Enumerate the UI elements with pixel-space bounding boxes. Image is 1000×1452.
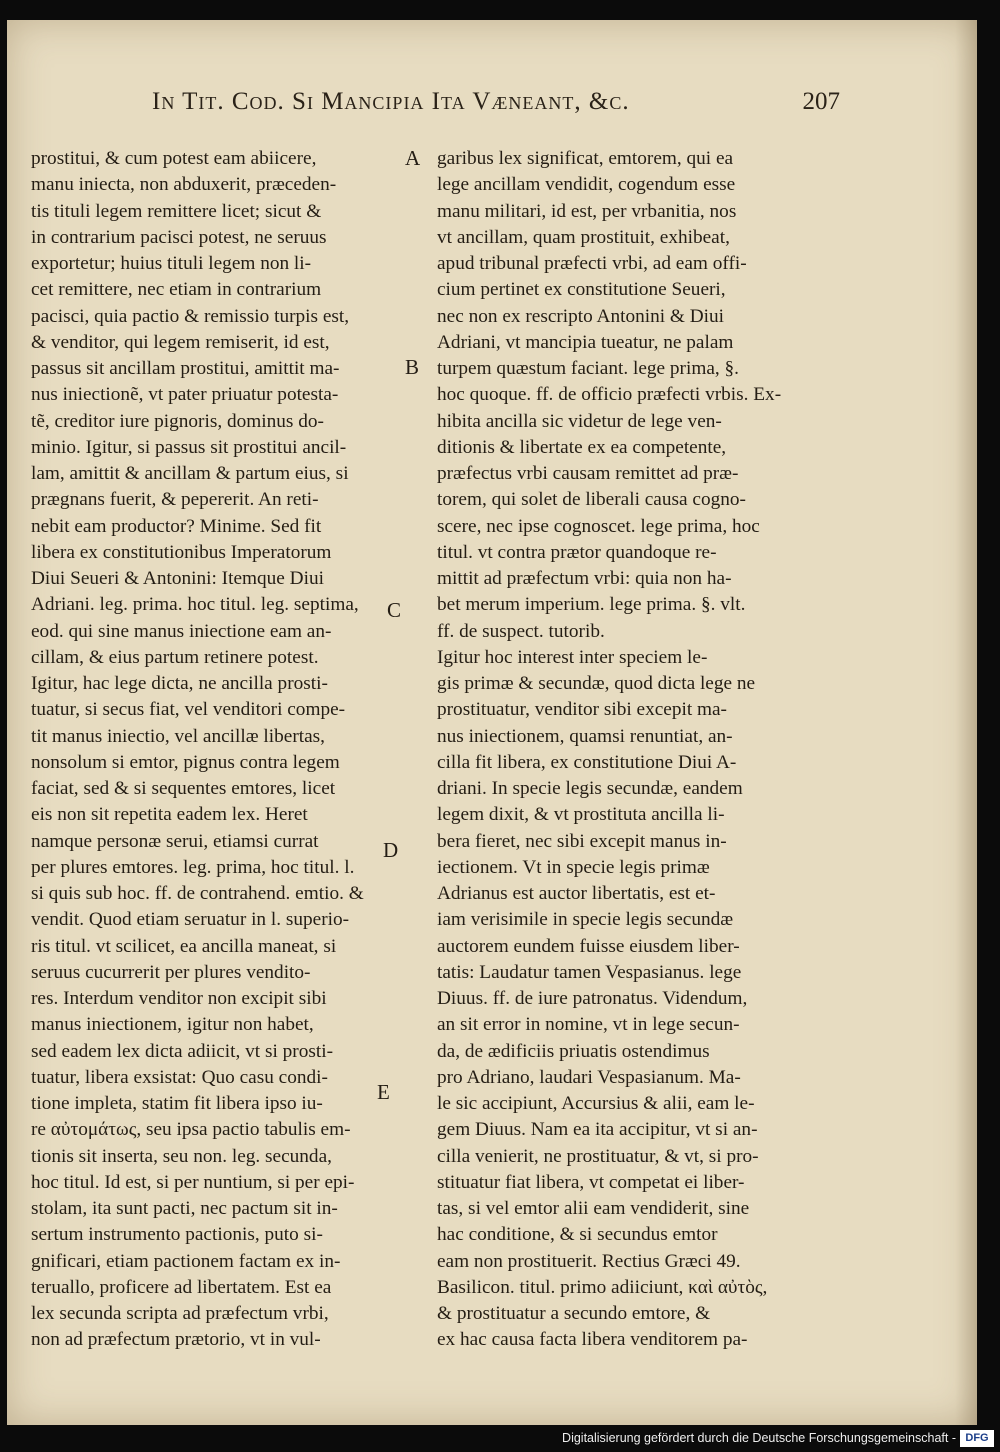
text-line: cet remittere, nec etiam in contrarium — [31, 279, 322, 301]
text-line: Adriani. leg. prima. hoc titul. leg. septima, — [31, 594, 359, 616]
text-line: nus iniectionẽ, vt pater priuatur potesta- — [31, 384, 339, 406]
text-line: nec non ex rescripto Antonini & Diui — [437, 305, 725, 327]
text-line: hac conditione, & si secundus emtor — [437, 1224, 718, 1246]
text-line: manus iniectionem, igitur non habet, — [31, 1014, 314, 1036]
text-line: sed eadem lex dicta adiicit, vt si prosti- — [31, 1040, 333, 1062]
text-line: stituatur fiat libera, vt competat ei liber- — [437, 1171, 745, 1193]
text-line: ff. de suspect. tutorib. — [437, 620, 605, 642]
text-line: cilla venierit, ne prostituatur, & vt, si pro- — [437, 1145, 759, 1167]
right-text-column — [437, 146, 797, 1354]
text-line: Igitur hoc interest inter speciem le- — [437, 646, 708, 668]
text-line: torem, qui solet de liberali causa cogno- — [437, 489, 746, 511]
text-line: le sic accipiunt, Accursius & alii, eam le- — [437, 1093, 755, 1114]
text-line: tione impleta, statim fit libera ipso iu- — [31, 1093, 323, 1114]
text-line: Igitur, hac lege dicta, ne ancilla prosti- — [31, 673, 328, 694]
text-line: Diuus. ff. de iure patronatus. Videndum, — [437, 988, 748, 1009]
text-line: an sit error in nomine, vt in lege secun- — [437, 1014, 740, 1036]
text-line: eam non prostituerit. Rectius Græci 49. — [437, 1250, 741, 1272]
book-page — [7, 20, 977, 1425]
text-line: præfectus vrbi causam remittet ad præ- — [437, 463, 739, 484]
dfg-logo: DFG — [960, 1430, 994, 1447]
text-line: Adriani, vt mancipia tueatur, ne palam — [437, 331, 734, 353]
text-line: da, de ædificiis priuatis ostendimus — [437, 1040, 710, 1062]
text-line: scere, nec ipse cognoscet. lege prima, hoc — [437, 515, 760, 537]
text-line: tas, si vel emtor alii eam vendiderit, sine — [437, 1198, 750, 1219]
text-line: in contrarium pacisci potest, ne seruus — [31, 226, 327, 248]
text-line: lege ancillam vendidit, cogendum esse — [437, 174, 736, 196]
text-line: eis non sit repetita eadem lex. Heret — [31, 804, 308, 826]
margin-letter-c: C — [387, 598, 402, 622]
text-line: hoc quoque. ff. de officio præfecti vrbis. Ex- — [437, 384, 782, 406]
text-line: auctorem eundem fuisse eiusdem liber- — [437, 935, 740, 957]
text-line: manu militari, id est, per vrbanitia, nos — [437, 200, 737, 222]
text-line: passus sit ancillam prostitui, amittit ma- — [31, 358, 340, 379]
text-line: manu iniecta, non abduxerit, præceden- — [31, 174, 337, 196]
text-line: stolam, ita sunt pacti, nec pactum sit in- — [31, 1198, 338, 1219]
text-line: hibita ancilla sic videtur de lege ven- — [437, 410, 722, 432]
left-text-column — [31, 146, 391, 1354]
margin-letter-b: B — [405, 355, 420, 379]
text-line: & prostituatur a secundo emtore, & — [437, 1303, 711, 1324]
text-line: tẽ, creditor iure pignoris, dominus do- — [31, 410, 324, 432]
text-line: sertum instrumento pactionis, puto si- — [31, 1224, 323, 1246]
text-line: non ad præfectum prætorio, vt in vul- — [31, 1329, 321, 1351]
margin-letter-e: E — [377, 1080, 390, 1104]
text-line: namque personæ serui, etiamsi currat — [31, 830, 319, 852]
text-line: re αὐτομάτως, seu ipsa pactio tabulis em- — [31, 1119, 351, 1141]
text-line: minio. Igitur, si passus sit prostitui ancil- — [31, 436, 347, 458]
text-line: lex secunda scripta ad præfectum vrbi, — [31, 1303, 329, 1324]
text-line: nonsolum si emtor, pignus contra legem — [31, 751, 340, 773]
text-line: legem dixit, & vt prostituta ancilla li- — [437, 804, 725, 826]
text-line: faciat, sed & si sequentes emtores, licet — [31, 778, 336, 799]
text-line: ris titul. vt scilicet, ea ancilla maneat, si — [31, 935, 337, 957]
text-line: Diui Seueri & Antonini: Itemque Diui — [31, 568, 324, 589]
text-line: & venditor, qui legem remiserit, id est, — [31, 331, 330, 353]
text-line: nebit eam productor? Minime. Sed fit — [31, 515, 322, 537]
text-line: iectionem. Vt in specie legis primæ — [437, 856, 710, 878]
text-line: prostituatur, venditor sibi excepit ma- — [437, 699, 727, 721]
text-line: driani. In specie legis secundæ, eandem — [437, 778, 743, 799]
text-line: cillam, & eius partum retinere potest. — [31, 646, 319, 668]
text-line: seruus cucurrerit per plures vendito- — [31, 961, 311, 983]
text-line: turpem quæstum faciant. lege prima, §. — [437, 358, 739, 379]
text-line: cilla fit libera, ex constitutione Diui A- — [437, 751, 737, 773]
text-line: apud tribunal præfecti vrbi, ad eam offi- — [437, 253, 747, 274]
text-line: gem Diuus. Nam ea ita accipitur, vt si an- — [437, 1119, 758, 1141]
text-line: res. Interdum venditor non excipit sibi — [31, 988, 327, 1009]
text-line: gis primæ & secundæ, quod dicta lege ne — [437, 673, 756, 694]
margin-letter-d: D — [383, 838, 399, 862]
text-line: bera fieret, nec sibi excepit manus in- — [437, 830, 727, 852]
text-line: hoc titul. Id est, si per nuntium, si per epi- — [31, 1171, 355, 1193]
page-edge-shadow — [955, 20, 977, 1425]
text-line: tionis sit inserta, seu non. leg. secunda, — [31, 1145, 332, 1167]
text-line: pro Adriano, laudari Vespasianum. Ma- — [437, 1066, 741, 1088]
text-line: tis tituli legem remittere licet; sicut & — [31, 200, 322, 222]
text-line: titul. vt contra prætor quandoque re- — [437, 541, 717, 563]
text-line: tatis: Laudatur tamen Vespasianus. lege — [437, 961, 742, 983]
text-line: garibus lex significat, emtorem, qui ea — [437, 148, 734, 169]
text-line: Basilicon. titul. primo adiiciunt, καὶ αὐτὸς, — [437, 1276, 768, 1298]
text-line: bet merum imperium. lege prima. §. vlt. — [437, 594, 746, 616]
funding-note: Digitalisierung gefördert durch die Deutsche Forschungsgemeinschaft - — [562, 1431, 956, 1445]
text-line: ex hac causa facta libera venditorem pa- — [437, 1329, 748, 1351]
text-line: exportetur; huius tituli legem non li- — [31, 253, 312, 274]
text-line: libera ex constitutionibus Imperatorum — [31, 541, 332, 563]
footer-bar — [0, 1427, 1000, 1452]
text-line: iam verisimile in specie legis secundæ — [437, 909, 734, 931]
text-line: vt ancillam, quam prostituit, exhibeat, — [437, 226, 730, 248]
text-line: teruallo, proficere ad libertatem. Est ea — [31, 1276, 332, 1298]
text-line: Adrianus est auctor libertatis, est et- — [437, 883, 716, 904]
text-line: eod. qui sine manus iniectione eam an- — [31, 620, 332, 642]
text-line: lam, amittit & ancillam & partum eius, si — [31, 463, 349, 484]
text-line: pacisci, quia pactio & remissio turpis est, — [31, 305, 350, 327]
text-line: si quis sub hoc. ff. de contrahend. emtio. & — [31, 883, 364, 904]
text-line: mittit ad præfectum vrbi: quia non ha- — [437, 568, 732, 589]
text-line: cium pertinet ex constitutione Seueri, — [437, 279, 726, 301]
text-line: tit manus iniectio, vel ancillæ libertas, — [31, 725, 325, 747]
text-line: prostitui, & cum potest eam abiicere, — [31, 148, 317, 169]
text-line: nus iniectionem, quamsi renuntiat, an- — [437, 725, 733, 747]
text-line: vendit. Quod etiam seruatur in l. superio- — [31, 909, 350, 931]
text-line: ditionis & libertate ex ea competente, — [437, 436, 727, 458]
text-line: gnificari, etiam pactionem factam ex in- — [31, 1250, 341, 1272]
text-line: tuatur, libera exsistat: Quo casu condi- — [31, 1066, 328, 1088]
text-line: prægnans fuerit, & pepererit. An reti- — [31, 489, 319, 511]
running-title: In Tit. Cod. Si Mancipia Ita Væneant, &c. — [152, 88, 630, 115]
text-line: tuatur, si secus fiat, vel venditori compe- — [31, 699, 346, 721]
page-number: 207 — [802, 88, 840, 115]
margin-letter-a: A — [405, 146, 421, 170]
text-line: per plures emtores. leg. prima, hoc titul. l. — [31, 856, 355, 878]
